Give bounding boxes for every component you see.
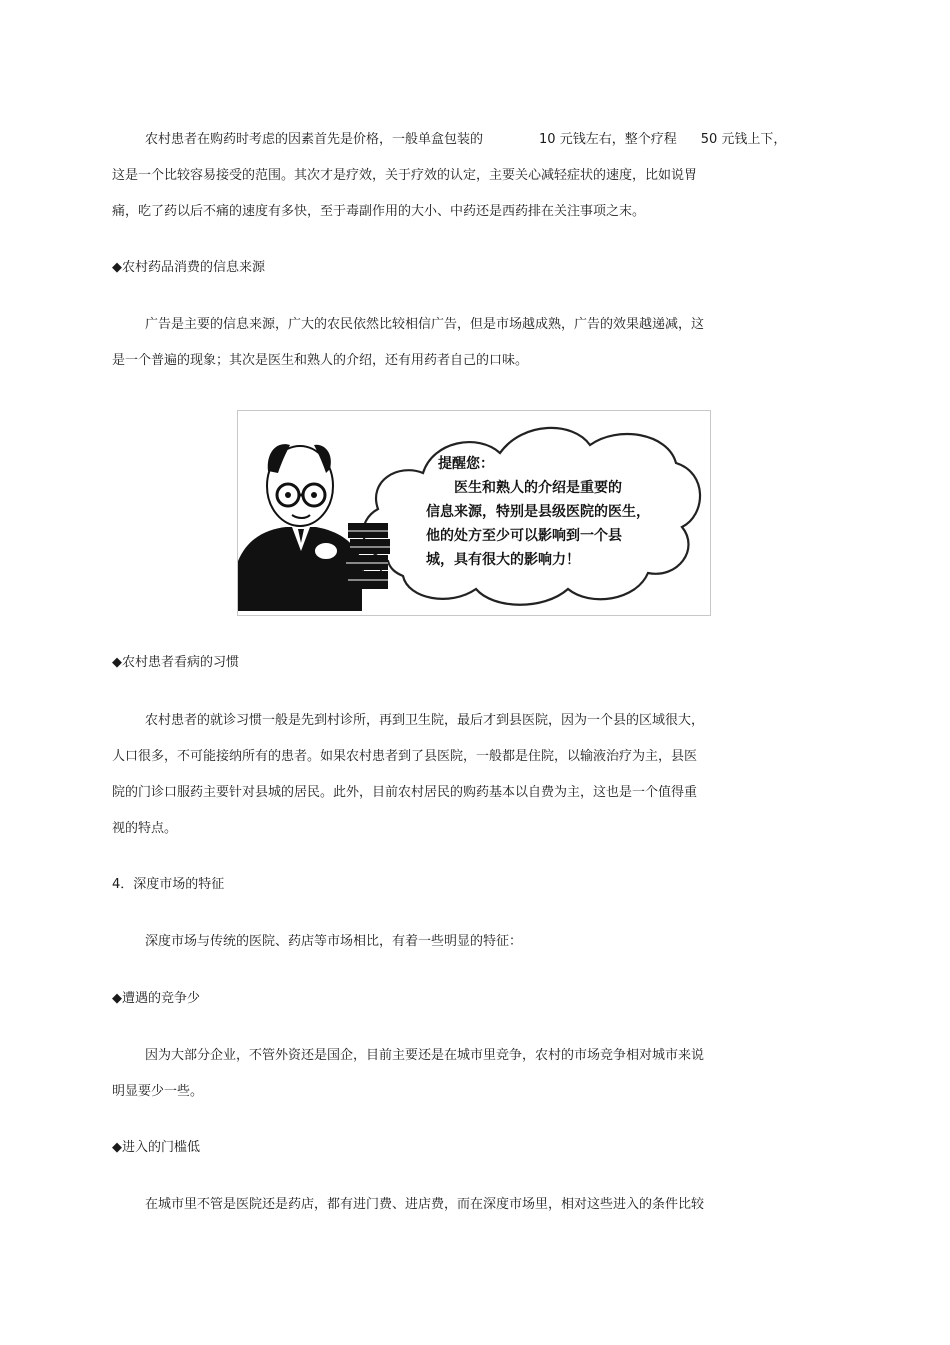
bubble-line3: 他的处方至少可以影响到一个县	[426, 528, 622, 544]
para3-line4: 视的特点。	[112, 821, 178, 836]
para5-line2: 明显要少一些。	[112, 1084, 204, 1099]
para2-line1: 广告是主要的信息来源，广大的农民依然比较相信广告，但是市场越成熟，广告的效果越递减，这	[145, 317, 705, 332]
para1-line1-text-c: 50 元钱上下，	[700, 132, 787, 147]
section-heading-deep-market: 4．深度市场的特征	[112, 877, 225, 892]
para1-line1-text-b: 10 元钱左右，整个疗程	[539, 132, 677, 147]
para1-line1-text-a: 农村患者在购药时考虑的因素首先是价格，一般单盒包装的	[145, 132, 484, 147]
bubble-title: 提醒您：	[438, 456, 494, 472]
bubble-line4: 城，具有很大的影响力！	[426, 552, 580, 568]
para6: 在城市里不管是医院还是药店，都有进门费、进店费，而在深度市场里，相对这些进入的条件比较	[145, 1197, 705, 1212]
para5-line1: 因为大部分企业，不管外资还是国企，目前主要还是在城市里竞争，农村的市场竞争相对城市来说	[145, 1048, 705, 1063]
para3-line1: 农村患者的就诊习惯一般是先到村诊所，再到卫生院，最后才到县医院，因为一个县的区域很大，	[145, 713, 705, 728]
para3-line2: 人口很多，不可能接纳所有的患者。如果农村患者到了县医院，一般都是住院，以输液治疗为主，县医	[112, 749, 698, 764]
para1-line1	[145, 132, 786, 148]
bubble-line1: 医生和熟人的介绍是重要的	[454, 480, 622, 496]
heading-info-source: ◆农村药品消费的信息来源	[112, 260, 265, 275]
para1-line3: 痛，吃了药以后不痛的速度有多快，至于毒副作用的大小、中药还是西药排在关注事项之末。	[112, 204, 646, 219]
heading-low-barrier: ◆进入的门槛低	[112, 1140, 200, 1155]
heading-visit-habits: ◆农村患者看病的习惯	[112, 655, 239, 670]
heading-less-competition: ◆遭遇的竞争少	[112, 991, 200, 1006]
para2-line2: 是一个普遍的现象；其次是医生和熟人的介绍，还有用药者自己的口味。	[112, 353, 529, 368]
para3-line3: 院的门诊口服药主要针对县城的居民。此外，目前农村居民的购药基本以自费为主，这也是一个值得重	[112, 785, 698, 800]
cartoon-illustration	[237, 410, 711, 616]
bubble-line2: 信息来源，特别是县级医院的医生，	[426, 504, 650, 520]
para4: 深度市场与传统的医院、药店等市场相比，有着一些明显的特征：	[145, 934, 523, 949]
para1-line2: 这是一个比较容易接受的范围。其次才是疗效，关于疗效的认定，主要关心减轻症状的速度，比如说胃	[112, 168, 698, 183]
